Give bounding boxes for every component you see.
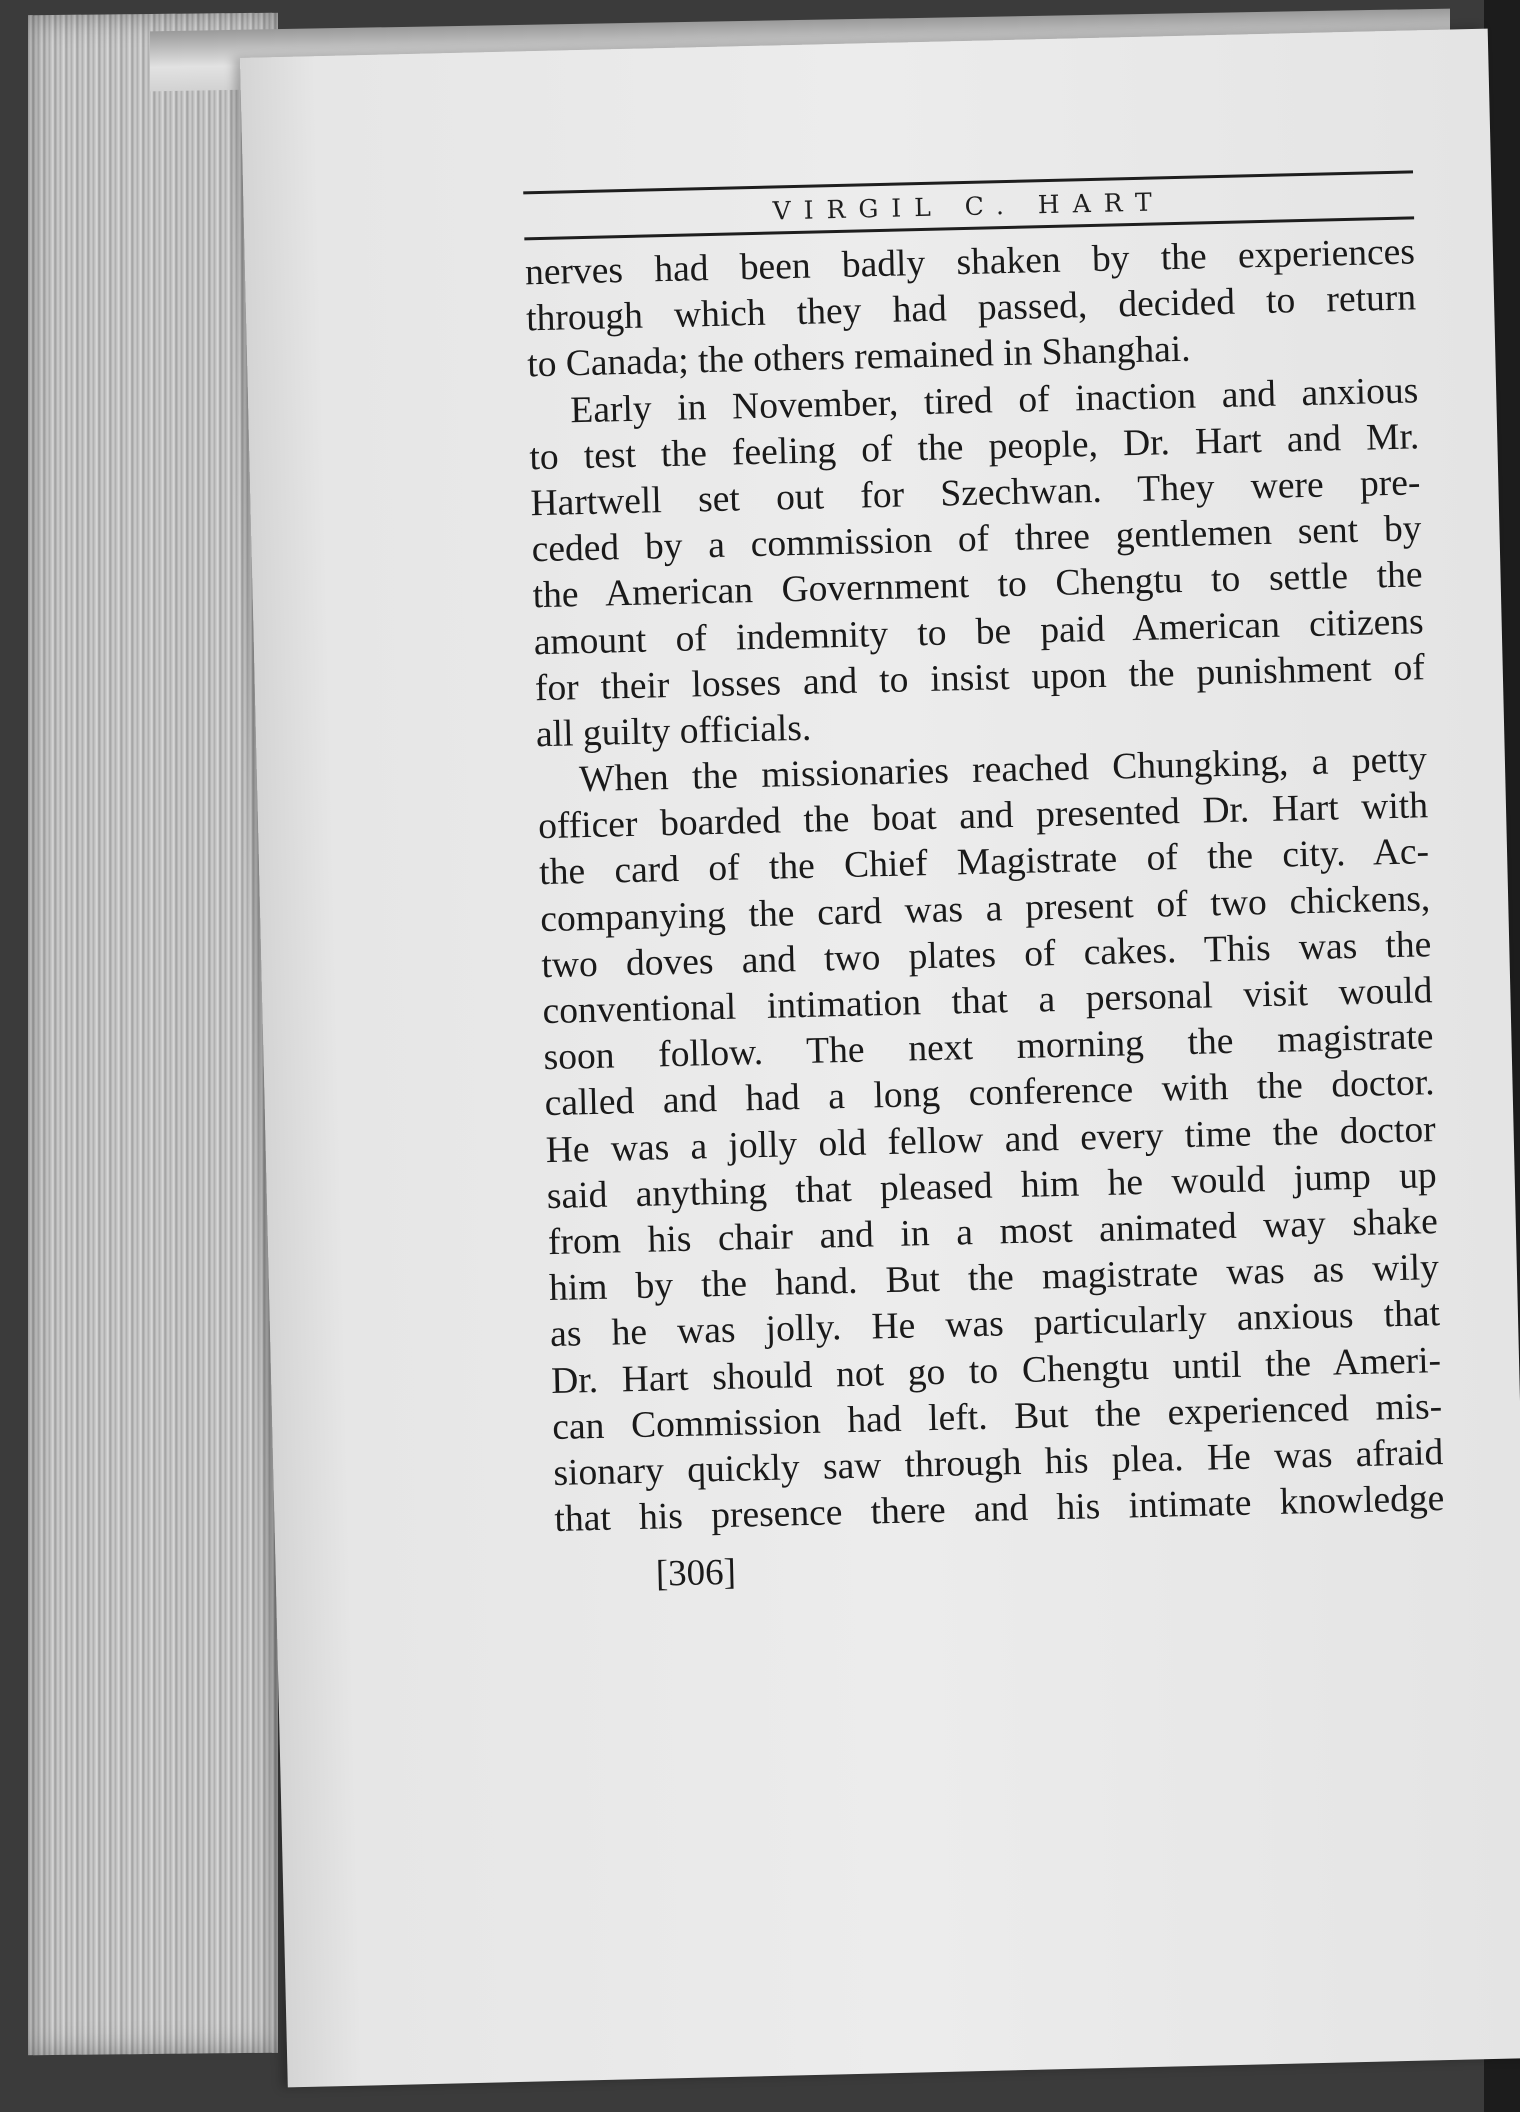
text-line: as he was jolly. He was particularly anxious that [549, 1293, 1441, 1356]
text-line: nerves had been badly shaken by the experiences [524, 231, 1416, 294]
text-line: officer boarded the boat and presented Dr. Hart with [537, 785, 1429, 848]
text-line: him by the hand. But the magistrate was as wily [548, 1247, 1440, 1310]
text-line: amount of indemnity to be paid American citizens [533, 600, 1425, 663]
text-line: He was a jolly old fellow and every time the doctor [545, 1108, 1437, 1171]
text-line: to test the feeling of the people, Dr. Hart and Mr. [529, 416, 1420, 479]
text-line: for their losses and to insist upon the punishment of [534, 646, 1426, 709]
text-line: the card of the Chief Magistrate of the city. Ac- [538, 831, 1430, 894]
text-line: two doves and two plates of cakes. This was the [540, 923, 1432, 986]
body-text [525, 229, 1445, 1543]
text-line: ceded by a commission of three gentlemen sent by [531, 508, 1422, 571]
text-line: called and had a long conference with the doctor. [544, 1062, 1435, 1125]
text-line: that his presence there and his intimate knowledge [554, 1478, 1445, 1541]
text-line: soon follow. The next morning the magistrate [543, 1016, 1434, 1079]
running-header: VIRGIL C. HART [772, 187, 1166, 226]
text-line: said anything that pleased him he would jump up [546, 1154, 1438, 1217]
text-line: When the missionaries reached Chungking, a petty [578, 739, 1428, 801]
text-line: sionary quickly saw through his plea. He was afraid [552, 1431, 1444, 1494]
text-line: Dr. Hart should not go to Chengtu until the Ameri- [550, 1339, 1442, 1402]
text-line: all guilty officials. [535, 707, 812, 756]
text-line: conventional intimation that a personal visit would [542, 970, 1433, 1033]
text-line: the American Government to Chengtu to settle the [532, 554, 1423, 617]
text-line: can Commission had left. But the experienced mis- [551, 1385, 1443, 1448]
book-page [240, 29, 1520, 2088]
text-block [523, 170, 1446, 1598]
text-line: to Canada; the others remained in Shanghai. [526, 329, 1191, 386]
text-line: Hartwell set out for Szechwan. They were pre- [530, 462, 1421, 525]
page-edges [28, 13, 278, 2056]
text-line: from his chair and in a most animated way shake [547, 1201, 1439, 1264]
page-number: [306] [655, 1551, 737, 1595]
text-line: companying the card was a present of two chickens, [539, 877, 1431, 940]
text-line: Early in November, tired of inaction and anxious [569, 369, 1419, 431]
text-line: through which they had passed, decided to return [525, 277, 1417, 340]
